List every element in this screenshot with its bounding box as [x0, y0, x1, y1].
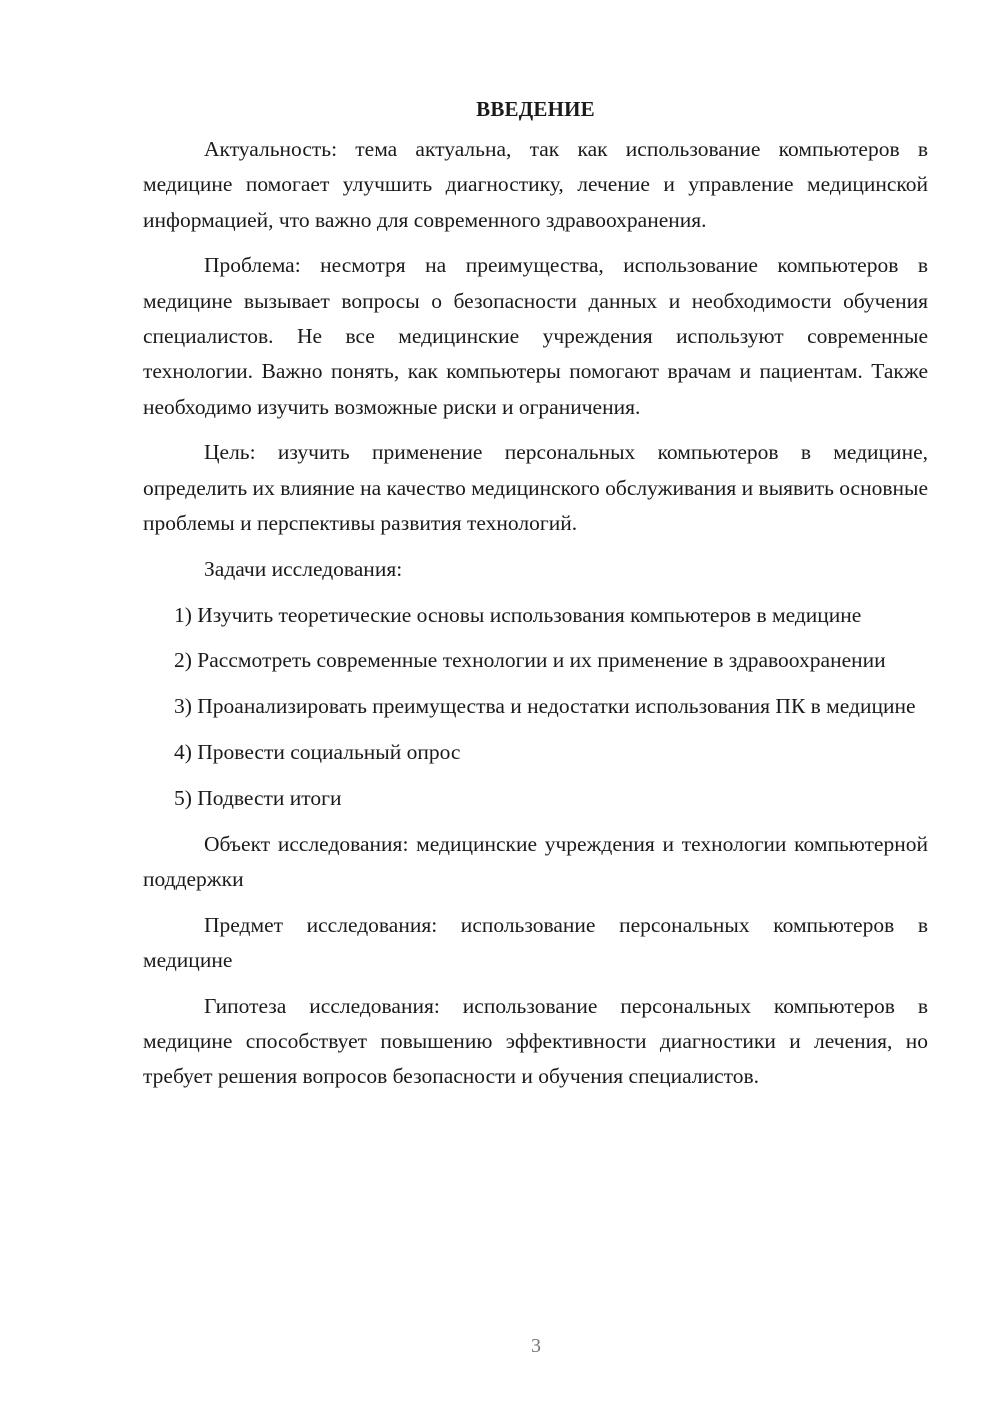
- object-paragraph: Объект исследования: медицинские учреждения и технологии компьютерной поддержки: [143, 831, 928, 891]
- subject-paragraph: Предмет исследования: использование персональных компьютеров в медицине: [143, 912, 928, 972]
- goal-paragraph: Цель: изучить применение персональных компьютеров в медицине, определить их влияние на качество медицинского обслуживания и выявить основные проблемы и перспективы развития технологий.: [143, 440, 928, 535]
- page-content: [143, 92, 928, 1105]
- task-item-3: 3) Проанализировать преимущества и недостатки использования ПК в медицине: [174, 694, 916, 719]
- page-title: ВВЕДЕНИЕ: [476, 97, 595, 121]
- task-item-4: 4) Провести социальный опрос: [174, 739, 461, 764]
- relevance-paragraph: Актуальность: тема актуальна, так как использование компьютеров в медицине помогает улучшить диагностику, лечение и управление медицинской информацией, что важно для современного здравоохранения.: [143, 137, 928, 232]
- problem-paragraph: Проблема: несмотря на преимущества, использование компьютеров в медицине вызывает вопросы о безопасности данных и необходимости обучения специалистов. Не все медицинские учреждения используют современные технологии. Важно понять, как компьютеры помогают врачам и пациентам. Также необходимо изучить возможные риски и ограничения.: [143, 253, 928, 419]
- tasks-heading: Задачи исследования:: [204, 556, 403, 581]
- task-item-1: 1) Изучить теоретические основы использования компьютеров в медицине: [174, 602, 862, 627]
- task-item-5: 5) Подвести итоги: [174, 785, 342, 810]
- page-number: 3: [531, 1335, 541, 1357]
- task-item-2: 2) Рассмотреть современные технологии и их применение в здравоохранении: [174, 648, 886, 673]
- hypothesis-paragraph: Гипотеза исследования: использование персональных компьютеров в медицине способствует повышению эффективности диагностики и лечения, но требует решения вопросов безопасности и обучения специалистов.: [143, 993, 928, 1089]
